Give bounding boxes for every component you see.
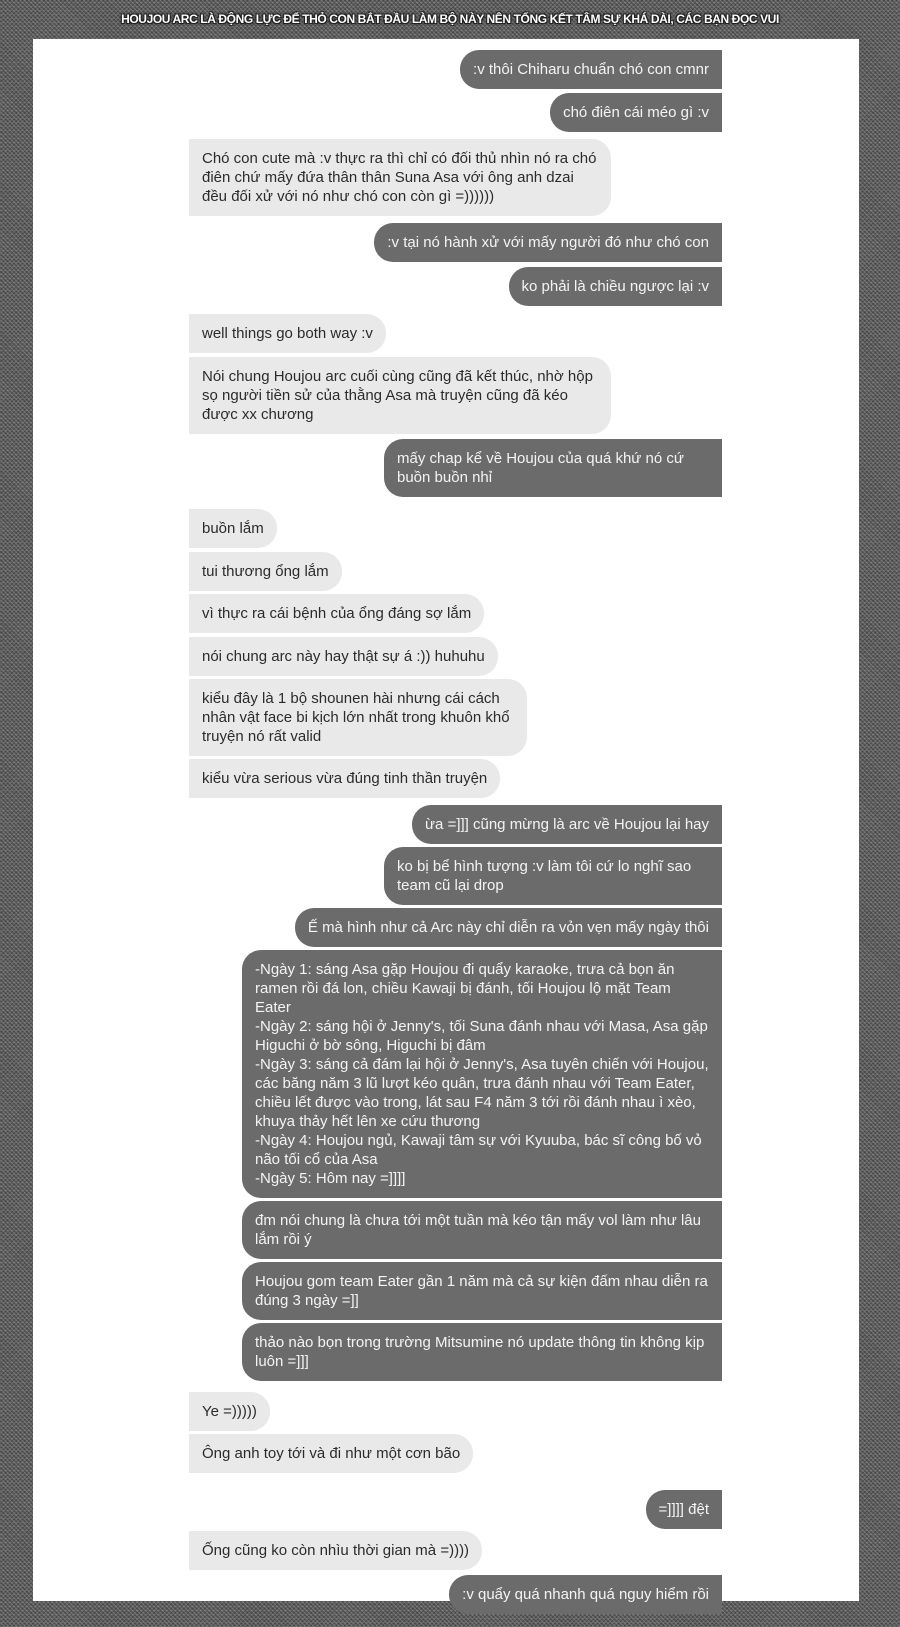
received-message: kiểu vừa serious vừa đúng tinh thần truyện (189, 759, 500, 798)
received-message: Ông anh toy tới và đi như một cơn bão (189, 1434, 473, 1473)
sent-message: :v thôi Chiharu chuẩn chó con cmnr (460, 50, 722, 89)
sent-message: :v quẩy quá nhanh quá nguy hiểm rồi (449, 1575, 722, 1614)
sent-message: ừa =]]] cũng mừng là arc về Houjou lại hay (412, 805, 722, 844)
received-message: kiểu đây là 1 bộ shounen hài nhưng cái cách nhân vật face bi kịch lớn nhất trong khuôn khổ truyện nó rất valid (189, 679, 527, 756)
message-list (0, 50, 900, 1614)
received-message: nói chung arc này hay thật sự á :)) huhuhu (189, 637, 498, 676)
received-message: buồn lắm (189, 509, 277, 548)
page-title: HOUJOU ARC LÀ ĐỘNG LỰC ĐỂ THỎ CON BẮT ĐẦU LÀM BỘ NÀY NÊN TỔNG KẾT TÂM SỰ KHÁ DÀI, CÁC BẠN ĐỌC VUI (121, 12, 779, 26)
received-message: Chó con cute mà :v thực ra thì chỉ có đối thủ nhìn nó ra chó điên chứ mấy đứa thân thân Suna Asa với ông anh dzai đều đối xử với nó như chó con còn gì =)))))) (189, 139, 611, 216)
received-message: Nói chung Houjou arc cuối cùng cũng đã kết thúc, nhờ hộp sọ người tiền sử của thằng Asa mà truyện cũng đã kéo được xx chương (189, 357, 611, 434)
received-message: Ống cũng ko còn nhìu thời gian mà =)))) (189, 1531, 482, 1570)
received-message: tui thương ổng lắm (189, 552, 342, 591)
sent-message: ko bị bể hình tượng :v làm tôi cứ lo nghĩ sao team cũ lại drop (384, 847, 722, 905)
sent-message: chó điên cái méo gì :v (550, 93, 722, 132)
sent-message: :v tại nó hành xử với mấy người đó như chó con (374, 223, 722, 262)
sent-message: thảo nào bọn trong trường Mitsumine nó update thông tin không kịp luôn =]]] (242, 1323, 722, 1381)
sent-message: Ế mà hình như cả Arc này chỉ diễn ra vỏn vẹn mấy ngày thôi (295, 908, 722, 947)
sent-message: =]]]] đệt (646, 1490, 722, 1529)
sent-message: ko phải là chiều ngược lại :v (509, 267, 722, 306)
received-message: Ye =))))) (189, 1392, 270, 1431)
sent-message: -Ngày 1: sáng Asa gặp Houjou đi quẩy karaoke, trưa cả bọn ăn ramen rồi đá lon, chiều Kawaji bị đánh, tối Houjou lộ mặt Team Eater -Ngày 2: sáng hội ở Jenny's, tối Suna đánh nhau với Masa, Asa gặp Higuchi ở bờ sông, Higuchi bị đâm -Ngày 3: sáng cả đám lại hội ở Jenny's, Asa tuyên chiến với Houjou, các băng năm 3 lũ lượt kéo quân, trưa đánh nhau với Team Eater, chiều lết được vào trong, lát sau F4 năm 3 tới rồi đánh nhau ì xèo, khuya thảy hết lên xe cứu thương -Ngày 4: Houjou ngủ, Kawaji tâm sự với Kyuuba, bác sĩ công bố vỏ não tối cổ của Asa -Ngày 5: Hôm nay =]]]] (242, 950, 722, 1198)
received-message: well things go both way :v (189, 314, 386, 353)
sent-message: đm nói chung là chưa tới một tuần mà kéo tận mấy vol làm như lâu lắm rồi ý (242, 1201, 722, 1259)
received-message: vì thực ra cái bệnh của ổng đáng sợ lắm (189, 594, 484, 633)
sent-message: Houjou gom team Eater gần 1 năm mà cả sự kiện đấm nhau diễn ra đúng 3 ngày =]] (242, 1262, 722, 1320)
sent-message: mấy chap kể về Houjou của quá khứ nó cứ buồn buồn nhỉ (384, 439, 722, 497)
